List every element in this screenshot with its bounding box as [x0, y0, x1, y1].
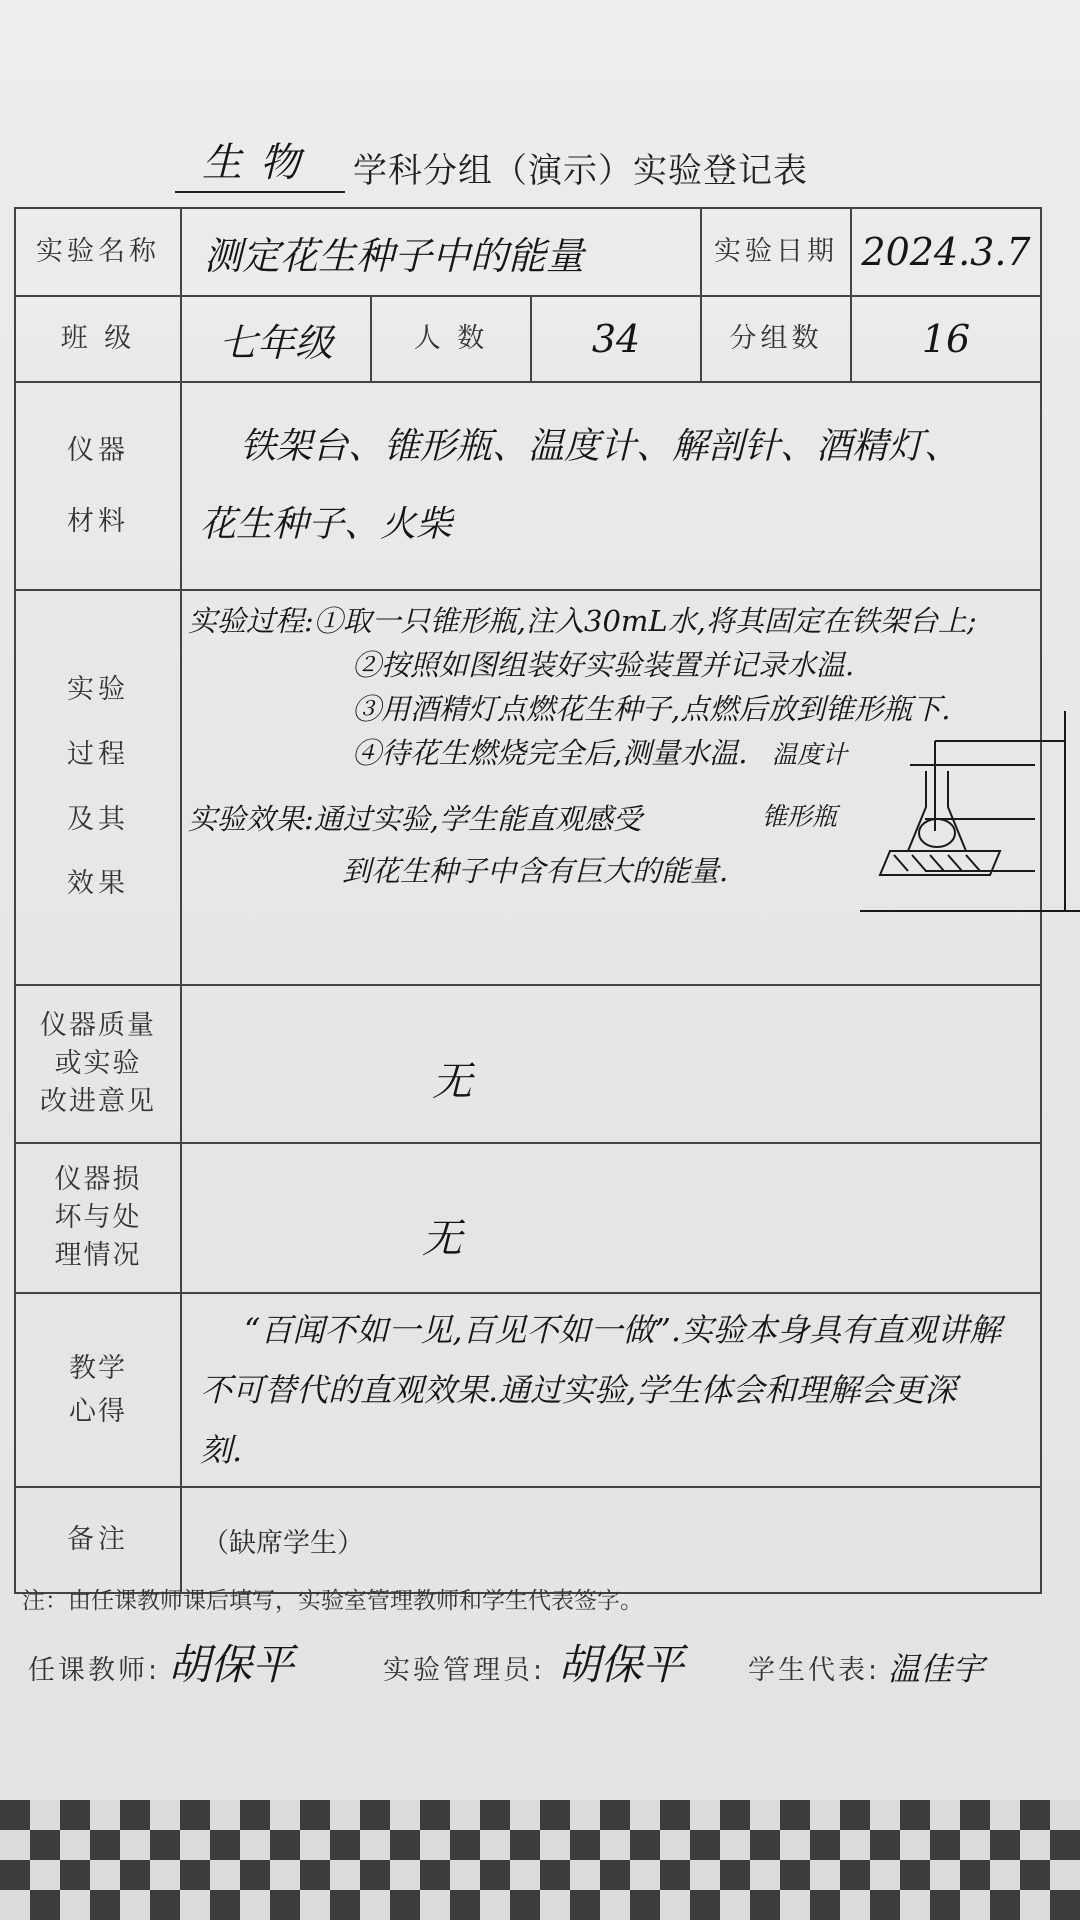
experiment-table	[14, 207, 1042, 1594]
materials-line2: 花生种子、火柴	[200, 504, 453, 545]
row-damage	[15, 1143, 1041, 1293]
value-damage: 无	[181, 1143, 1041, 1293]
row-name-date	[15, 208, 1041, 296]
admin-signature: 胡保平	[558, 1640, 685, 1689]
form-title	[175, 135, 895, 195]
label-quality-line2: 或实验	[54, 1048, 142, 1080]
label-quality	[15, 985, 181, 1143]
label-process-line4: 效果	[67, 868, 129, 900]
reflection-line3: 刻.	[200, 1431, 243, 1469]
teacher-signature: 胡保平	[168, 1640, 295, 1689]
diagram-flask-label: 锥形瓶	[762, 802, 838, 831]
process-step-1: 实验过程:①取一只锥形瓶,注入30mL水,将其固定在铁架台上;	[188, 604, 977, 638]
label-reflection	[15, 1293, 181, 1487]
diagram-thermometer-label: 温度计	[772, 740, 848, 769]
label-experiment-date: 实验日期	[701, 208, 851, 296]
apparatus-sketch	[850, 711, 1080, 921]
label-process-line3: 及其	[67, 803, 129, 835]
value-remarks: （缺席学生）	[181, 1487, 1041, 1593]
label-reflection-line2: 心得	[69, 1396, 127, 1427]
label-damage	[15, 1143, 181, 1293]
value-headcount: 34	[531, 296, 701, 382]
row-remarks	[15, 1487, 1041, 1593]
label-quality-line3: 改进意见	[40, 1085, 156, 1117]
process-effect-2: 到花生种子中含有巨大的能量.	[342, 854, 729, 888]
value-materials	[181, 382, 1041, 590]
row-quality	[15, 985, 1041, 1143]
student-rep-label: 学生代表:	[748, 1655, 881, 1686]
value-reflection	[181, 1293, 1041, 1487]
row-process	[15, 590, 1041, 985]
label-class: 班 级	[15, 296, 181, 382]
label-materials-line2: 材料	[67, 506, 129, 537]
reflection-line1: “百闻不如一见,百见不如一做”.实验本身具有直观讲解	[244, 1311, 1002, 1349]
label-experiment-name: 实验名称	[15, 208, 181, 296]
student-rep-signature: 温佳宇	[888, 1650, 985, 1688]
footer-note: 注：由任课教师课后填写，实验室管理教师和学生代表签字。	[22, 1588, 643, 1614]
process-content	[182, 591, 1040, 984]
label-remarks: 备注	[15, 1487, 181, 1593]
process-step-3: ③用酒精灯点燃花生种子,点燃后放到锥形瓶下.	[352, 692, 951, 726]
label-process	[15, 590, 181, 985]
value-process	[181, 590, 1041, 985]
label-process-line2: 过程	[67, 738, 129, 770]
row-reflection	[15, 1293, 1041, 1487]
reflection-line2: 不可替代的直观效果.通过实验,学生体会和理解会更深	[200, 1371, 957, 1409]
form-title-text: 学科分组（演示）实验登记表	[353, 151, 808, 191]
process-step-4: ④待花生燃烧完全后,测量水温.	[352, 736, 748, 770]
tablecloth-background	[0, 1800, 1080, 1920]
row-materials	[15, 382, 1041, 590]
value-groups: 16	[851, 296, 1041, 382]
materials-line1: 铁架台、锥形瓶、温度计、解剖针、酒精灯、	[240, 426, 961, 467]
teacher-label: 任课教师:	[28, 1655, 161, 1686]
signature-row	[28, 1630, 1048, 1700]
value-quality: 无	[181, 985, 1041, 1143]
label-materials-line1: 仪器	[67, 434, 129, 466]
label-process-line1: 实验	[67, 673, 129, 705]
label-damage-line2: 坏与处	[54, 1202, 142, 1234]
value-class: 七年级	[181, 296, 371, 382]
apparatus-diagram	[850, 711, 1080, 921]
label-damage-line1: 仪器损	[54, 1164, 142, 1196]
value-experiment-name: 测定花生种子中的能量	[181, 208, 701, 296]
label-materials	[15, 382, 181, 590]
label-reflection-line1: 教学	[69, 1352, 127, 1384]
admin-label: 实验管理员:	[383, 1655, 546, 1686]
label-damage-line3: 理情况	[54, 1239, 142, 1271]
label-quality-line1: 仪器质量	[40, 1010, 156, 1042]
label-groups: 分组数	[701, 296, 851, 382]
row-class	[15, 296, 1041, 382]
value-experiment-date: 2024.3.7	[851, 208, 1041, 296]
process-effect-1: 实验效果:通过实验,学生能直观感受	[188, 802, 642, 836]
process-step-2: ②按照如图组装好实验装置并记录水温.	[352, 648, 855, 682]
subject-field: 生物	[175, 135, 345, 193]
label-headcount: 人 数	[371, 296, 531, 382]
